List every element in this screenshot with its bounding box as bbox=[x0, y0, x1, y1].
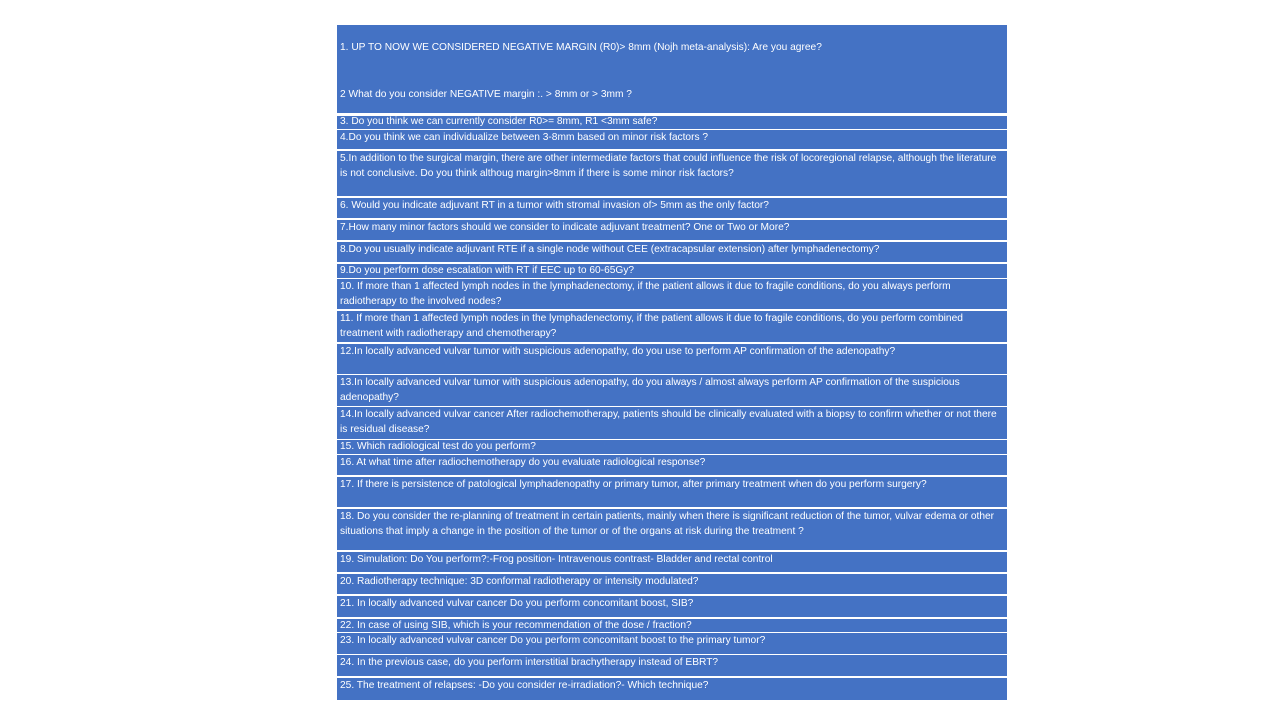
question-16: 16. At what time after radiochemotherapy do you evaluate radiological response? bbox=[340, 457, 706, 468]
table-row bbox=[337, 151, 1007, 196]
question-14: 14.In locally advanced vulvar cancer After radiochemotherapy, patients should be clinically evaluated with a biopsy to confirm whether or not there is residual disease? bbox=[340, 409, 997, 435]
question-4: 4.Do you think we can individualize between 3-8mm based on minor risk factors ? bbox=[340, 132, 709, 143]
table-row bbox=[337, 242, 1007, 262]
question-12: 12.In locally advanced vulvar tumor with suspicious adenopathy, do you use to perform AP confirmation of the adenopathy? bbox=[340, 346, 896, 357]
table-row bbox=[337, 596, 1007, 617]
question-17: 17. If there is persistence of patological lymphadenopathy or primary tumor, after primary treatment when do you perform surgery? bbox=[340, 479, 927, 490]
question-13: 13.In locally advanced vulvar tumor with suspicious adenopathy, do you always / almost always perform AP confirmation of the suspicious adenopathy? bbox=[340, 377, 960, 403]
table-row bbox=[337, 116, 1007, 129]
table-row bbox=[337, 509, 1007, 550]
table-row bbox=[337, 264, 1007, 278]
question-18: 18. Do you consider the re-planning of treatment in certain patients, mainly when there is significant reduction of the tumor, vulvar edema or other situations that imply a change in the position of the tumor or of the organs at risk during the treatment ? bbox=[340, 511, 995, 537]
question-2: 2 What do you consider NEGATIVE margin :. > 8mm or > 3mm ? bbox=[340, 89, 632, 100]
question-7: 7.How many minor factors should we consider to indicate adjuvant treatment? One or Two or More? bbox=[340, 222, 790, 233]
table-row bbox=[337, 407, 1007, 439]
table-row bbox=[337, 130, 1007, 149]
table-row bbox=[337, 455, 1007, 475]
question-24: 24. In the previous case, do you perform interstitial brachytherapy instead of EBRT? bbox=[340, 657, 719, 668]
question-1: 1. UP TO NOW WE CONSIDERED NEGATIVE MARGIN (R0)> 8mm (Nojh meta-analysis): Are you agree? bbox=[340, 42, 822, 53]
table-row bbox=[337, 311, 1007, 342]
table-row bbox=[337, 440, 1007, 454]
question-20: 20. Radiotherapy technique: 3D conformal radiotherapy or intensity modulated? bbox=[340, 576, 699, 587]
table-row bbox=[337, 220, 1007, 240]
question-10: 10. If more than 1 affected lymph nodes in the lymphadenectomy, if the patient allows it due to fragile conditions, do you always perform radiotherapy to the involved nodes? bbox=[340, 281, 951, 307]
table-row bbox=[337, 375, 1007, 406]
questions-table bbox=[337, 24, 1007, 700]
table-row bbox=[337, 344, 1007, 374]
table-row bbox=[337, 279, 1007, 309]
question-21: 21. In locally advanced vulvar cancer Do you perform concomitant boost, SIB? bbox=[340, 598, 694, 609]
question-9: 9.Do you perform dose escalation with RT if EEC up to 60-65Gy? bbox=[340, 265, 635, 276]
question-3: 3. Do you think we can currently consider R0>= 8mm, R1 <3mm safe? bbox=[340, 116, 658, 127]
table-row bbox=[337, 633, 1007, 654]
table-row bbox=[337, 477, 1007, 507]
question-11: 11. If more than 1 affected lymph nodes in the lymphadenectomy, if the patient allows it due to fragile conditions, do you perform combined treatment with radiotherapy and chemotherapy? bbox=[340, 313, 963, 339]
question-23: 23. In locally advanced vulvar cancer Do you perform concomitant boost to the primary tumor? bbox=[340, 635, 766, 646]
question-5: 5.In addition to the surgical margin, there are other intermediate factors that could influence the risk of locoregional relapse, although the literature is not conclusive. Do you think althoug margin>8mm if there is some minor risk factors? bbox=[340, 153, 997, 179]
table-row bbox=[337, 619, 1007, 632]
table-row bbox=[337, 552, 1007, 572]
table-row bbox=[337, 655, 1007, 676]
question-22: 22. In case of using SIB, which is your recommendation of the dose / fraction? bbox=[340, 620, 692, 631]
question-19: 19. Simulation: Do You perform?:-Frog position- Intravenous contrast- Bladder and rectal control bbox=[340, 554, 773, 565]
question-6: 6. Would you indicate adjuvant RT in a tumor with stromal invasion of> 5mm as the only factor? bbox=[340, 200, 769, 211]
table-row bbox=[337, 25, 1007, 113]
table-row bbox=[337, 678, 1007, 700]
table-row bbox=[337, 198, 1007, 218]
question-8: 8.Do you usually indicate adjuvant RTE if a single node without CEE (extracapsular extension) after lymphadenectomy? bbox=[340, 244, 880, 255]
question-15: 15. Which radiological test do you perform? bbox=[340, 441, 536, 452]
table-row bbox=[337, 574, 1007, 594]
question-25: 25. The treatment of relapses: -Do you consider re-irradiation?- Which technique? bbox=[340, 680, 709, 691]
